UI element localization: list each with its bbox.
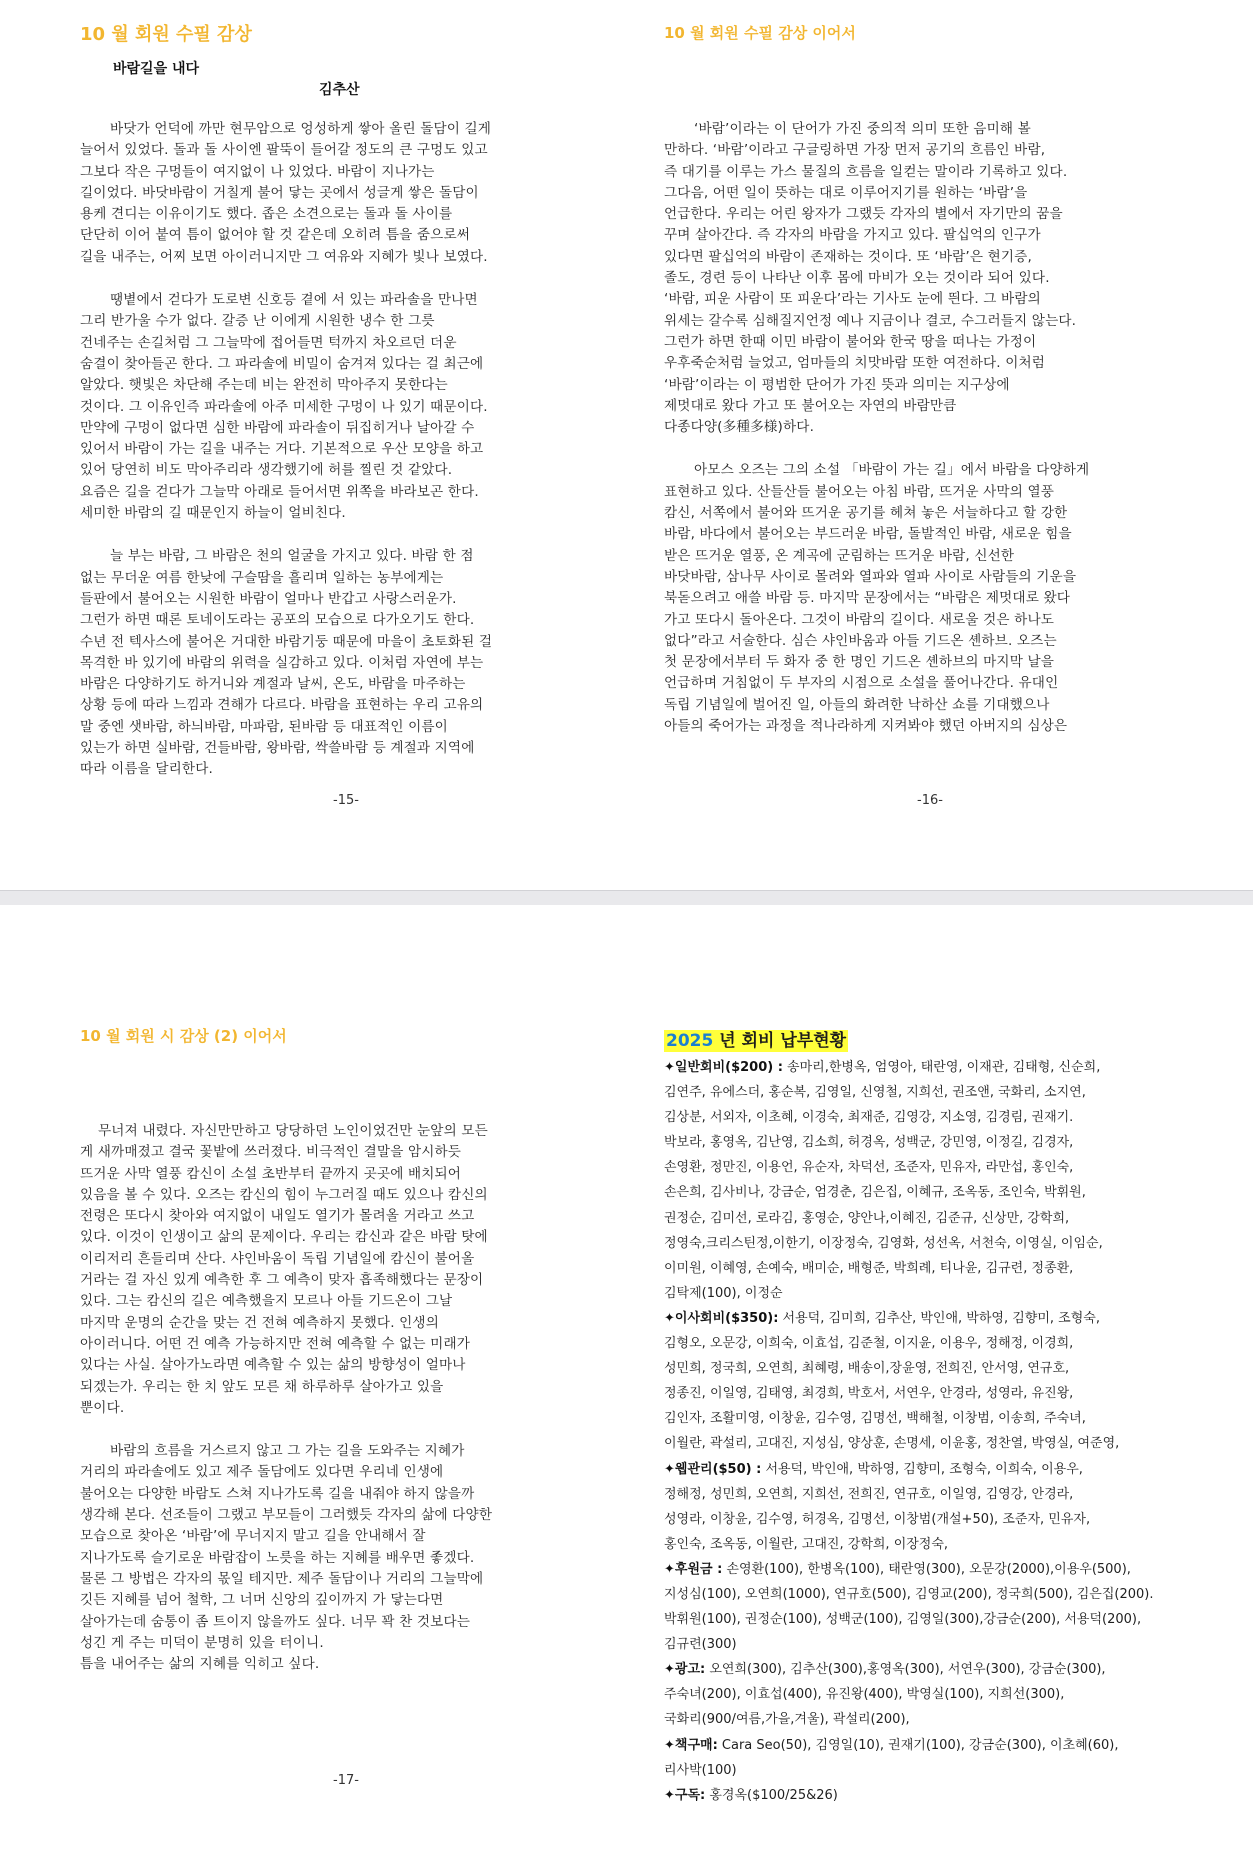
fee-title-highlight bbox=[664, 1030, 848, 1052]
paragraph: 무너져 내렸다. 자신만만하고 당당하던 노인이었건만 눈앞의 모든 게 새까매졌고 결국 꽃밭에 쓰러졌다. 비극적인 결말을 암시하듯 뜨거운 사막 열풍 캄신이 소설 초반부터 끝까지 곳곳에 배치되어 있음을 볼 수 있다. 오즈는 캄신의 힘이 누그러질 때도 있으나 캄신의 전령은 또다시 찾아와 여지없이 내일도 열기가 몰려올 거라고 쓰고 있다. 이것이 인생이고 삶의 문제이다. 우리는 캄신과 같은 바람 탓에 이리저리 흔들리며 산다. 샤인바움이 독립 기념일에 캄신이 불어올 거라는 걸 자신 있게 예측한 후 그 예측이 맞자 흡족해했다는 문장이 있다. 그는 캄신의 길은 예측했을지 모르나 아들 기드온이 그날 마지막 운명의 순간을 맞는 건 전혀 예측하지 못했다. 인생의 아이러니다. 어떤 건 예측 가능하지만 전혀 예측할 수 없는 미래가 있다는 사실. 살아가노라면 예측할 수 있는 삶의 방향성이 얼마나 되겠는가. 우리는 한 치 앞도 모른 채 하루하루 살아가고 있을 뿐이다. bbox=[80, 1123, 488, 1416]
fee-section-subscription bbox=[664, 1783, 1249, 1808]
fee-label: ✦웹관리($50) : bbox=[664, 1461, 762, 1477]
page-heading: 10 월 회원 시 감상 (2) 이어서 bbox=[80, 1027, 287, 1045]
paragraph: 아모스 오즈는 그의 소설 「바람이 가는 길」에서 바람을 다양하게 표현하고 있다. 산들산들 불어오는 아침 바람, 뜨거운 사막의 열풍 캄신, 서쪽에서 불어와 뜨거운 공기를 헤쳐 놓은 서늘하다고 할 강한 바람, 바다에서 불어오는 부드러운 바람, 돌발적인 바람, 새로운 힘을 받은 뜨거운 열풍, 온 계곡에 군림하는 뜨거운 바람, 신선한 바닷바람, 삼나무 사이로 몰려와 열파와 열파 사이로 사람들의 기운을 북돋으려고 애쓸 바람 등. 마지막 문장에서는 “바람은 제멋대로 왔다 가고 또다시 돌아온다. 그것이 바람의 길이다. 새로울 것은 하나도 없다”라고 서술한다. 심슨 샤인바움과 아들 기드온 셴하브. 오즈는 첫 문장에서부터 두 화자 중 한 명인 기드온 셴하브의 마지막 날을 언급하며 거침없이 두 부자의 시점으로 소설을 풀어나간다. 유대인 독립 기념일에 벌어진 일, 아들의 화려한 낙하산 쇼를 기대했으나 아들의 죽어가는 과정을 적나라하게 지켜봐야 했던 아버지의 심상은 bbox=[664, 462, 1090, 735]
fee-label: ✦책구매: bbox=[664, 1737, 718, 1753]
paragraph: 늘 부는 바람, 그 바람은 천의 얼굴을 가지고 있다. 바람 한 점 없는 무더운 여름 한낮에 구슬땀을 흘리며 일하는 농부에게는 들판에서 불어오는 시원한 바람이 얼마나 반갑고 사랑스러운가. 그런가 하면 때론 토네이도라는 공포의 모습으로 다가오기도 한다. 수년 전 텍사스에 불어온 거대한 바람기둥 때문에 마을이 초토화된 걸 목격한 바 있기에 바람의 위력을 실감하고 있다. 이처럼 자연에 부는 바람은 다양하기도 하거니와 계절과 날씨, 온도, 바람을 마주하는 상황 등에 따라 느낌과 견해가 다르다. 바람을 표현하는 우리 고유의 말 중엔 샛바람, 하늬바람, 마파람, 된바람 등 대표적인 이름이 있는가 하면 실바람, 건들바람, 왕바람, 싹쓸바람 등 계절과 지역에 따라 이름을 달리한다. bbox=[80, 548, 493, 778]
page-number: -17- bbox=[333, 1773, 359, 1788]
essay-author: 김추산 bbox=[319, 82, 360, 98]
paragraph: 바닷가 언덕에 까만 현무암으로 엉성하게 쌓아 올린 돌담이 길게 늘어서 있었다. 돌과 돌 사이엔 팔뚝이 들어갈 정도의 큰 구멍도 있고 그보다 작은 구멍들이 여지없이 나 있었다. 바람이 지나가는 길이었다. 바닷바람이 거칠게 불어 닿는 곳에서 성글게 쌓은 돌담이 용케 견디는 이유이기도 했다. 좁은 소견으로는 돌과 돌 사이를 단단히 이어 붙여 틈이 없어야 할 것 같은데 오히려 틈을 줌으로써 길을 내주는, 어찌 보면 아이러니지만 그 여유와 지혜가 빛나 보였다. bbox=[80, 121, 492, 265]
page-17 bbox=[0, 905, 626, 1874]
fee-status-title bbox=[664, 1026, 848, 1051]
fee-names: 서용덕, 박인애, 박하영, 김향미, 조형숙, 이희숙, 이용우, 정해정, 성민희, 오연희, 지희선, 전희진, 연규호, 이일영, 김영강, 안경라, 성영라, 이창윤, 김수영, 허경옥, 김명선, 이창범(개설+50), 조준자, 민유자, 홍인숙, 조옥동, 이월란, 고대진, 강학희, 이장정숙, bbox=[664, 1461, 1091, 1552]
paragraph: ‘바람’이라는 이 단어가 가진 중의적 의미 또한 음미해 볼 만하다. ‘바람’이라고 구글링하면 가장 먼저 공기의 흐름인 바람, 즉 대기를 이루는 가스 물질의 흐름을 일컫는 말이라 기록하고 있다. 그다음, 어떤 일이 뜻하는 대로 이루어지기를 원하는 ‘바람’을 언급한다. 우리는 어린 왕자가 그랬듯 각자의 별에서 자기만의 꿈을 꾸며 살아간다. 즉 각자의 바람을 가지고 있다. 팔십억의 인구가 있다면 팔십억의 바람이 존재하는 것이다. 또 ‘바람’은 현기증, 졸도, 경련 등이 나타난 이후 몸에 마비가 오는 것이라 되어 있다. ‘바람, 피운 사람이 또 피운다’라는 기사도 눈에 띈다. 그 바람의 위세는 갈수록 심해질지언정 예나 지금이나 결코, 수그러들지 않는다. 그런가 하면 한때 이민 바람이 불어와 한국 땅을 떠나는 가정이 우후죽순처럼 늘었고, 엄마들의 치맛바람 또한 여전하다. 이처럼 ‘바람’이라는 이 평범한 단어가 가진 뜻과 의미는 지구상에 제멋대로 왔다 가고 또 불어오는 자연의 바람만큼 다종다양(多種多様)하다. bbox=[664, 121, 1077, 436]
page-15 bbox=[0, 0, 626, 890]
fee-label: ✦이사회비($350): bbox=[664, 1310, 779, 1326]
page-number: -16- bbox=[917, 793, 943, 808]
fee-section-ads bbox=[664, 1657, 1249, 1732]
fee-names: 손영환(100), 한병옥(100), 태란영(300), 오문강(2000),이용우(500), 지성심(100), 오연희(1000), 연규호(500), 김영교(200), 정국희(500), 김은집(200). 박휘원(100), 권정순(100), 성백군(100), 김영일(300),강금순(200), 서용덕(200), 김규련(300) bbox=[664, 1561, 1154, 1653]
page-body bbox=[80, 1121, 620, 1697]
paragraph: 땡볕에서 걷다가 도로변 신호등 곁에 서 있는 파라솔을 만나면 그리 반가울 수가 없다. 갈증 난 이에게 시원한 냉수 한 그릇 건네주는 손길처럼 그 그늘막에 접어들면 턱까지 차오르던 더운 숨결이 찾아들곤 한다. 그 파라솔에 비밀이 숨겨져 있다는 걸 최근에 알았다. 햇빛은 차단해 주는데 비는 완전히 막아주지 못한다는 것이다. 그 이유인즉 파라솔에 아주 미세한 구멍이 나 있기 때문이다. 만약에 구멍이 없다면 심한 바람에 파라솔이 뒤집히거나 날아갈 수 있어서 바람이 가는 길을 내주는 거다. 기본적으로 우산 모양을 하고 있어 당연히 비도 막아주리라 생각했기에 허를 찔린 것 같았다. 요즘은 길을 걷다가 그늘막 아래로 들어서면 위쪽을 바라보곤 한다. 세미한 바람의 길 때문인지 하늘이 얼비친다. bbox=[80, 292, 488, 522]
fee-section-books bbox=[664, 1733, 1249, 1783]
fee-names: 서용덕, 김미희, 김추산, 박인애, 박하영, 김향미, 조형숙, 김형오, 오문강, 이희숙, 이효섭, 김준철, 이지윤, 이용우, 정해정, 이경희, 성민희, 정국희, 오연희, 최혜령, 배송이,장윤영, 전희진, 안서영, 연규호, 정종진, 이일영, 김태영, 최경희, 박호서, 서연우, 안경라, 성영라, 유진왕, 김인자, 조활미영, 이창윤, 김수영, 김명선, 백해철, 이창범, 이송희, 주숙녀, 이월란, 곽설리, 고대진, 지성심, 양상훈, 손명세, 이윤홍, 정찬열, 박영실, 여준영, bbox=[664, 1310, 1120, 1452]
fee-section-web bbox=[664, 1457, 1249, 1557]
page-heading: 10 월 회원 수필 감상 이어서 bbox=[664, 24, 856, 42]
essay-title: 바람길을 내다 bbox=[113, 61, 200, 77]
fee-title-year: 2025 bbox=[666, 1031, 714, 1051]
page-body bbox=[80, 119, 620, 803]
page-heading: 10 월 회원 수필 감상 bbox=[80, 24, 252, 45]
fee-section-board bbox=[664, 1306, 1249, 1457]
fee-names: 송마리,한병옥, 엄영아, 태란영, 이재관, 김태형, 신순희, 김연주, 유에스더, 홍순복, 김영일, 신영철, 지희선, 권조앤, 국화리, 소지연, 김상분, 서외자, 이초혜, 이경숙, 최재준, 김영강, 지소영, 김경림, 권재기. 박보라, 홍영옥, 김난영, 김소희, 허경옥, 성백군, 강민영, 이정길, 김경자, 손영환, 정만진, 이용언, 유순자, 차덕선, 조준자, 민유자, 라만섭, 홍인숙, 손은희, 김사비나, 강금순, 엄경춘, 김은집, 이혜규, 조옥동, 조인숙, 박휘원, 권정순, 김미선, 로라김, 홍영순, 양안나,이혜진, 김준규, 신상만, 강학희, 정영숙,크리스틴정,이한기, 이장정숙, 김영화, 성선옥, 서천숙, 이영실, 이임순, 이미원, 이혜영, 손예숙, 배미순, 배형준, 박희례, 티나윤, 김규련, 정종환, 김탁제(100), 이정순 bbox=[664, 1060, 1103, 1301]
page-body bbox=[664, 119, 1249, 759]
fee-list bbox=[664, 1055, 1249, 1808]
fee-names: Cara Seo(50), 김영일(10), 권재기(100), 강금순(300), 이초혜(60), 리사박(100) bbox=[664, 1737, 1119, 1778]
fee-label: ✦후원금 : bbox=[664, 1561, 723, 1577]
page-18 bbox=[626, 905, 1253, 1874]
fee-title-text: 년 회비 납부현황 bbox=[719, 1031, 847, 1051]
fee-section-donation bbox=[664, 1557, 1249, 1657]
page-separator bbox=[0, 890, 1253, 906]
fee-label: ✦구독: bbox=[664, 1787, 706, 1803]
fee-names: 오연희(300), 김추산(300),홍영옥(300), 서연우(300), 강금순(300), 주숙녀(200), 이효섭(400), 유진왕(400), 박영실(100), 지희선(300), 국화리(900/여름,가을,겨울), 곽설리(200), bbox=[664, 1662, 1106, 1728]
page-number: -15- bbox=[333, 793, 359, 808]
fee-section-general bbox=[664, 1055, 1249, 1306]
fee-names: 홍경옥($100/25&26) bbox=[705, 1787, 838, 1803]
paragraph: 바람의 흐름을 거스르지 않고 그 가는 길을 도와주는 지혜가 거리의 파라솔에도 있고 제주 돌담에도 있다면 우리네 인생에 불어오는 다양한 바람도 스쳐 지나가도록 길을 내줘야 하지 않을까 생각해 본다. 선조들이 그랬고 부모들이 그러했듯 각자의 삶에 다양한 모습으로 찾아온 ‘바람’에 무너지지 말고 길을 안내해서 잘 지나가도록 슬기로운 바람잡이 노릇을 하는 지혜를 배우면 좋겠다. 물론 그 방법은 각자의 몫일 테지만. 제주 돌담이나 거리의 그늘막에 깃든 지혜를 넘어 철학, 그 너머 신앙의 깊이까지 가 닿는다면 살아가는데 숨통이 좀 트이지 않을까도 싶다. 너무 꽉 찬 것보다는 성긴 게 주는 미덕이 분명히 있을 터이니. 틈을 내어주는 삶의 지혜를 익히고 싶다. bbox=[80, 1443, 493, 1673]
page-16 bbox=[626, 0, 1253, 890]
fee-label: ✦일반회비($200) : bbox=[664, 1060, 783, 1075]
fee-label: ✦광고: bbox=[664, 1662, 706, 1678]
